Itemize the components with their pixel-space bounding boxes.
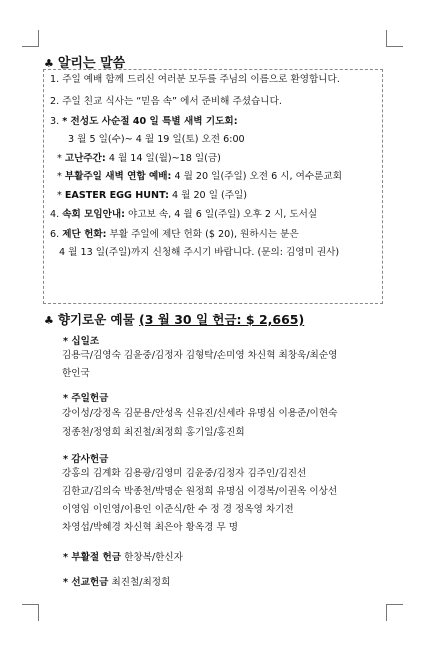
names-line: 김한교/김의숙 박종천/박명순 원정희 유명심 이경복/이권옥 이상선 bbox=[62, 486, 338, 497]
names-line: 이영임 이인영/이용인 이준식/한 수 정 경 정옥영 차기전 bbox=[62, 504, 294, 515]
notice-item-2: 2. 주일 친교 식사는 “믿음 속” 에서 준비해 주셨습니다. bbox=[50, 96, 282, 107]
offering-amount: (3 월 30 일 헌금: $ 2,665) bbox=[139, 312, 305, 327]
offering-heading-text: 향기로운 예물 bbox=[57, 312, 135, 327]
section-title: * 주일헌금 bbox=[63, 393, 109, 404]
crop-mark-bottom-left bbox=[22, 604, 39, 621]
notice-item-6-cont: 4 월 13 일(주일)까지 신청해 주시기 바랍니다. (문의: 김영미 권사) bbox=[59, 247, 340, 258]
easter-offering-line: * 부활절 헌금 한창복/한신자 bbox=[63, 552, 183, 563]
crop-mark-top-right bbox=[386, 30, 403, 47]
crop-mark-bottom-right bbox=[386, 604, 403, 621]
section-title: * 십일조 bbox=[63, 336, 100, 347]
names-line: 김용극/김영숙 김윤중/김정자 김형탁/손미영 차신혁 최창욱/최순영 bbox=[62, 350, 338, 361]
notice-item-3-date: 3 월 5 일(수)~ 4 월 19 일(토) 오전 6:00 bbox=[68, 134, 245, 145]
notices-heading-text: 알리는 말씀 bbox=[57, 56, 126, 71]
notice-item-6: 6. 제단 헌화: 부활 주일에 제단 헌화 ($ 20), 원하시는 분은 bbox=[50, 229, 299, 240]
names-line: 한인국 bbox=[62, 368, 90, 379]
mission-offering-line: * 선교헌금 최진철/최정희 bbox=[63, 577, 171, 588]
notice-passion-week: * 고난주간: 4 월 14 일(월)~18 일(금) bbox=[57, 153, 221, 164]
crop-mark-top-left bbox=[22, 30, 39, 47]
club-icon: ♣ bbox=[44, 314, 54, 327]
club-icon: ♣ bbox=[44, 57, 54, 70]
offering-heading bbox=[44, 310, 304, 328]
names-line: 정종천/정영희 최진철/최정희 홍기일/홍진희 bbox=[62, 427, 245, 438]
notice-easter-egg-hunt: * EASTER EGG HUNT: 4 월 20 일 (주일) bbox=[57, 190, 248, 201]
names-line: 강이성/강정옥 김문용/안성옥 신유진/신세라 유명심 이용준/이현숙 bbox=[62, 408, 338, 419]
names-line: 차영섭/박혜경 차신혁 최은아 황옥경 무 명 bbox=[62, 522, 239, 533]
section-title: * 감사헌금 bbox=[63, 454, 109, 465]
notice-item-4: 4. 속회 모임안내: 야고보 속, 4 월 6 일(주일) 오후 2 시, 도서실 bbox=[50, 209, 318, 220]
notice-item-1: 1. 주일 예배 함께 드리신 여러분 모두를 주님의 이름으로 환영합니다. bbox=[50, 74, 340, 85]
names-line: 강홍의 김계화 김용광/김영미 김윤중/김정자 김주인/김진선 bbox=[62, 468, 307, 479]
notice-item-3: 3. * 전성도 사순절 40 일 특별 새벽 기도회: bbox=[50, 116, 238, 127]
notice-easter-service: * 부활주일 새벽 연합 예배: 4 월 20 일(주일) 오전 6 시, 여수룬교회 bbox=[57, 171, 342, 182]
